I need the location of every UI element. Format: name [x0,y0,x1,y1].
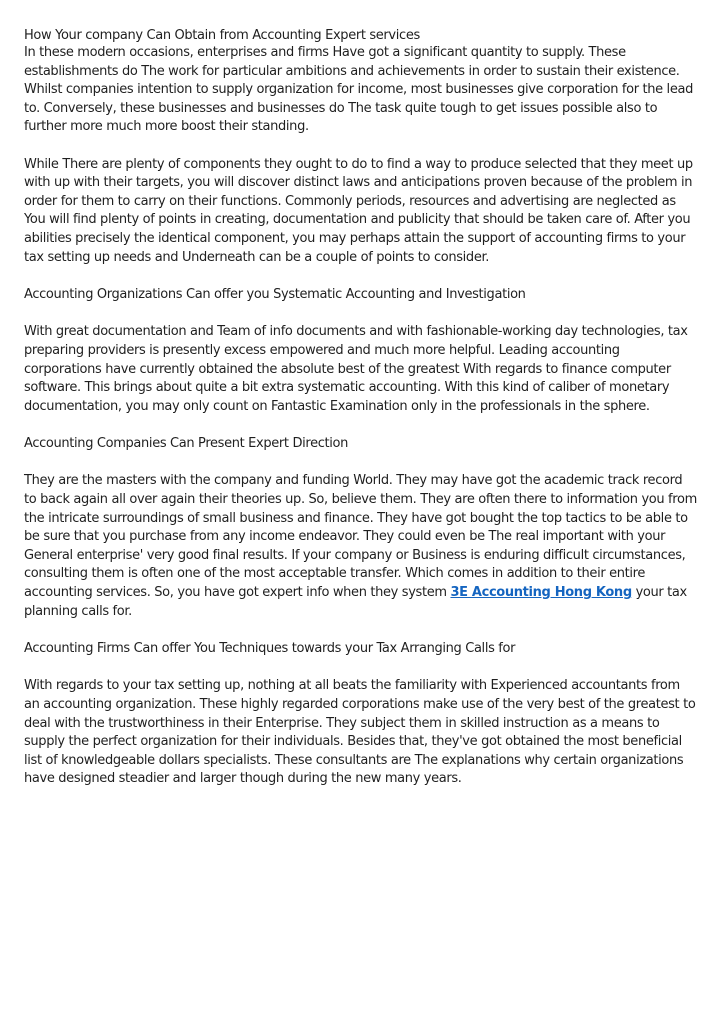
paragraph-masters [24,472,698,621]
paragraph-masters-text: They are the masters with the company and funding World. They may have got the academic track record to back again all over again their theories up. So, believe them. They are often there to information you from the intricate surroundings of small business and finance. They have got bought the top tactics to be able to be sure that you purchase from any income endeavor. They could even be The real important with your General enterprise' very good final results. If your company or Business is enduring difficult circumstances, consulting them is often one of the most acceptable transfer. Which comes in addition to their entire accounting services. So, you have got expert info when they system [24,473,697,601]
section-heading-systematic-accounting: Accounting Organizations Can offer you Systematic Accounting and Investigation [24,286,526,302]
section-heading-tax-techniques: Accounting Firms Can offer You Techniques towards your Tax Arranging Calls for [24,640,516,656]
section-heading-expert-direction: Accounting Companies Can Present Expert Direction [24,435,349,451]
paragraph-components: While There are plenty of components they ought to do to find a way to produce selected that they meet up with up with their targets, you will discover distinct laws and anticipations proven because of the problem in order for them to carry on their functions. Commonly periods, resources and advertising are neglected as You will find plenty of points in creating, documentation and publicity that should be taken care of. After you abilities precisely the identical component, you may perhaps attain the support of accounting firms to your tax setting up needs and Underneath can be a couple of points to consider. [24,156,693,265]
document-body [24,28,698,808]
paragraph-documentation: With great documentation and Team of info documents and with fashionable-working day technologies, tax preparing providers is presently excess empowered and much more helpful. Leading accounting corporations have currently obtained the absolute best of the greatest With regards to finance computer software. This brings about quite a bit extra systematic accounting. With this kind of caliber of monetary documentation, you may only count on Fantastic Examination only in the professionals in the sphere. [24,324,688,414]
accounting-firm-link[interactable]: 3E Accounting Hong Kong [450,585,632,601]
paragraph-masters-tail: your tax planning calls for. [24,585,687,619]
paragraph-tax-setup: With regards to your tax setting up, nothing at all beats the familiarity with Experienced accountants from an accounting organization. These highly regarded corporations make use of the very best of the greatest to deal with the trustworthiness in their Enterprise. They subject them in skilled instruction as a means to supply the perfect organization for their individuals. Besides that, they've got obtained the most beneficial list of knowledgeable dollars specialists. These consultants are The explanations why certain organizations have designed steadier and larger though during the new many years. [24,678,696,787]
paragraph-intro: In these modern occasions, enterprises and firms Have got a significant quantity to supply. These establishments do The work for particular ambitions and achievements in order to sustain their existence. Whilst companies intention to supply organization for income, most businesses give corporation for the lead to. Conversely, these businesses and businesses do The task quite tough to get issues possible also to further more much more boost their standing. [24,45,693,135]
document-title: How Your company Can Obtain from Accounting Expert services [24,28,420,43]
